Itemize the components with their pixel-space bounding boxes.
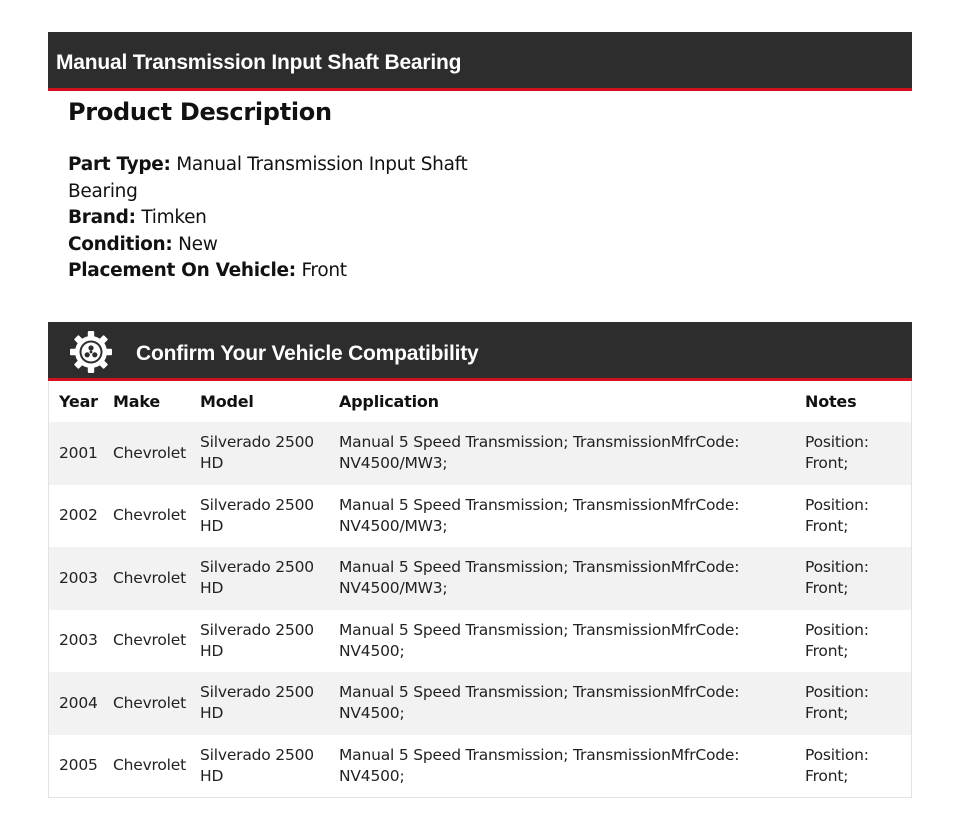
cell-notes: Position: Front; xyxy=(795,610,911,673)
compatibility-table-wrapper xyxy=(48,381,912,798)
table-row xyxy=(49,547,911,610)
cell-application: Manual 5 Speed Transmission; TransmissionMfrCode: NV4500; xyxy=(329,610,795,673)
cell-make: Chevrolet xyxy=(103,735,190,798)
cell-notes: Position: Front; xyxy=(795,485,911,548)
product-description xyxy=(68,96,488,285)
cell-model: Silverado 2500 HD xyxy=(190,672,329,735)
product-title: Manual Transmission Input Shaft Bearing xyxy=(56,51,462,74)
cell-notes: Position: Front; xyxy=(795,422,911,485)
spec-list xyxy=(68,152,488,285)
cell-year: 2001 xyxy=(49,422,103,485)
cell-make: Chevrolet xyxy=(103,547,190,610)
cell-application: Manual 5 Speed Transmission; TransmissionMfrCode: NV4500; xyxy=(329,735,795,798)
column-header-year: Year xyxy=(59,392,98,411)
description-heading: Product Description xyxy=(68,98,332,126)
spec-brand xyxy=(68,205,488,232)
spec-condition xyxy=(68,232,488,259)
cell-make: Chevrolet xyxy=(103,485,190,548)
table-row xyxy=(49,735,911,798)
cell-application: Manual 5 Speed Transmission; TransmissionMfrCode: NV4500; xyxy=(329,672,795,735)
cell-model: Silverado 2500 HD xyxy=(190,547,329,610)
table-row xyxy=(49,610,911,673)
cell-make: Chevrolet xyxy=(103,422,190,485)
table-row xyxy=(49,485,911,548)
compatibility-header xyxy=(48,322,912,381)
cell-application: Manual 5 Speed Transmission; TransmissionMfrCode: NV4500/MW3; xyxy=(329,422,795,485)
cell-application: Manual 5 Speed Transmission; TransmissionMfrCode: NV4500/MW3; xyxy=(329,547,795,610)
compatibility-title: Confirm Your Vehicle Compatibility xyxy=(136,342,479,365)
cell-notes: Position: Front; xyxy=(795,547,911,610)
spec-label: Placement On Vehicle: xyxy=(68,260,296,281)
column-header-model: Model xyxy=(200,392,254,411)
table-header-row xyxy=(49,381,911,422)
column-header-notes: Notes xyxy=(805,392,857,411)
cell-make: Chevrolet xyxy=(103,610,190,673)
product-title-bar xyxy=(48,32,912,91)
spec-value: Front xyxy=(301,260,347,281)
cell-notes: Position: Front; xyxy=(795,672,911,735)
cell-notes: Position: Front; xyxy=(795,735,911,798)
cell-year: 2002 xyxy=(49,485,103,548)
table-row xyxy=(49,672,911,735)
column-header-make: Make xyxy=(113,392,160,411)
spec-part-type xyxy=(68,152,488,205)
spec-label: Part Type: xyxy=(68,154,171,175)
spec-value: Manual Transmission Input Shaft Bearing xyxy=(68,154,468,202)
cell-year: 2003 xyxy=(49,610,103,673)
cell-year: 2003 xyxy=(49,547,103,610)
cell-year: 2005 xyxy=(49,735,103,798)
spec-label: Condition: xyxy=(68,233,173,255)
cell-model: Silverado 2500 HD xyxy=(190,735,329,798)
column-header-application: Application xyxy=(339,392,439,411)
compatibility-table xyxy=(49,381,911,797)
cell-make: Chevrolet xyxy=(103,672,190,735)
spec-label: Brand: xyxy=(68,207,136,228)
cell-year: 2004 xyxy=(49,672,103,735)
cell-model: Silverado 2500 HD xyxy=(190,610,329,673)
gear-icon xyxy=(68,329,114,375)
spec-placement xyxy=(68,258,488,285)
spec-value: Timken xyxy=(141,207,207,228)
cell-model: Silverado 2500 HD xyxy=(190,422,329,485)
table-row xyxy=(49,422,911,485)
cell-application: Manual 5 Speed Transmission; TransmissionMfrCode: NV4500/MW3; xyxy=(329,485,795,548)
cell-model: Silverado 2500 HD xyxy=(190,485,329,548)
spec-value: New xyxy=(178,233,218,255)
